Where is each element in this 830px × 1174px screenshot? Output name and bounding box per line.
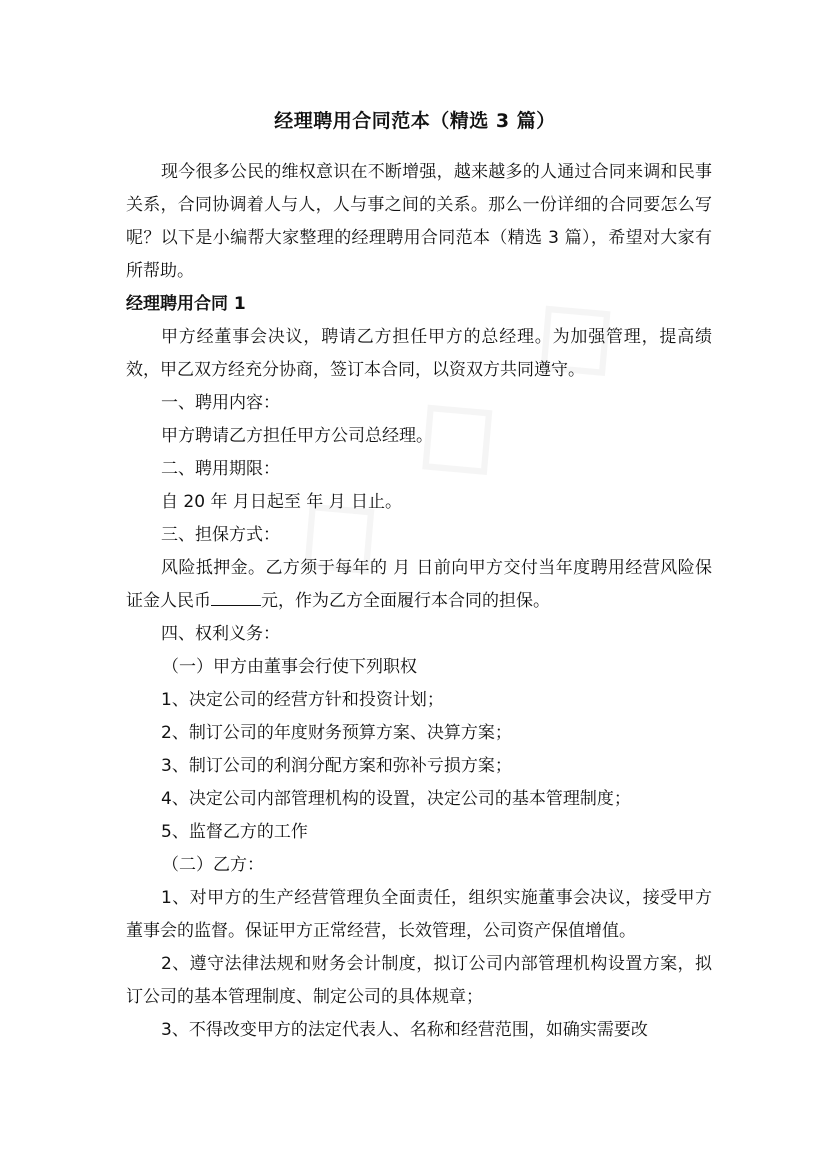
item4-heading: 四、权利义务： — [161, 624, 280, 644]
item2-text: 自 20 年 月日起至 年 月 日止。 — [161, 492, 403, 512]
preamble-paragraph: 甲方经董事会决议，聘请乙方担任甲方的总经理。为加强管理，提高绩效，甲乙双方经充分协商，签订本合同，以资双方共同遵守。 — [126, 327, 712, 380]
party-b-item: 3、不得改变甲方的法定代表人、名称和经营范围，如确实需要改 — [161, 1020, 648, 1040]
item1-text: 甲方聘请乙方担任甲方公司总经理。 — [161, 426, 433, 446]
item3-text — [126, 552, 712, 618]
party-a-item: 5、监督乙方的工作 — [161, 822, 308, 842]
item1-heading: 一、聘用内容： — [161, 393, 280, 413]
party-a-item: 4、决定公司内部管理机构的设置，决定公司的基本管理制度； — [161, 789, 631, 809]
item3-heading: 三、担保方式： — [161, 525, 280, 545]
party-b-item: 1、对甲方的生产经营管理负全面责任，组织实施董事会决议，接受甲方董事会的监督。保证甲方正常经营，长效管理，公司资产保值增值。 — [126, 888, 712, 941]
party-a-item: 3、制订公司的利润分配方案和弥补亏损方案； — [161, 756, 512, 776]
item3-text-a: 风险抵押金。乙方须于每年的 月 日前向甲方交付当年度聘用经营风险保证金人民币 — [126, 558, 712, 611]
document-body — [126, 156, 712, 1047]
item2-heading: 二、聘用期限： — [161, 459, 280, 479]
section-heading: 经理聘用合同 1 — [126, 294, 246, 314]
party-b-heading: （二）乙方： — [162, 855, 264, 875]
intro-paragraph: 现今很多公民的维权意识在不断增强，越来越多的人通过合同来调和民事关系，合同协调着人与人，人与事之间的关系。那么一份详细的合同要怎么写呢？以下是小编帮大家整理的经理聘用合同范本（精选 3 篇），希望对大家有所帮助。 — [126, 162, 712, 281]
party-a-heading: （一）甲方由董事会行使下列职权 — [162, 657, 417, 677]
party-a-item: 1、决定公司的经营方针和投资计划； — [161, 690, 444, 710]
party-a-item: 2、制订公司的年度财务预算方案、决算方案； — [161, 723, 512, 743]
document-title: 经理聘用合同范本（精选 3 篇） — [274, 110, 556, 132]
item3-text-b: 元，作为乙方全面履行本合同的担保。 — [261, 591, 550, 611]
amount-blank — [211, 591, 261, 606]
party-b-item: 2、遵守法律法规和财务会计制度，拟订公司内部管理机构设置方案，拟订公司的基本管理制度、制定公司的具体规章； — [126, 954, 712, 1007]
